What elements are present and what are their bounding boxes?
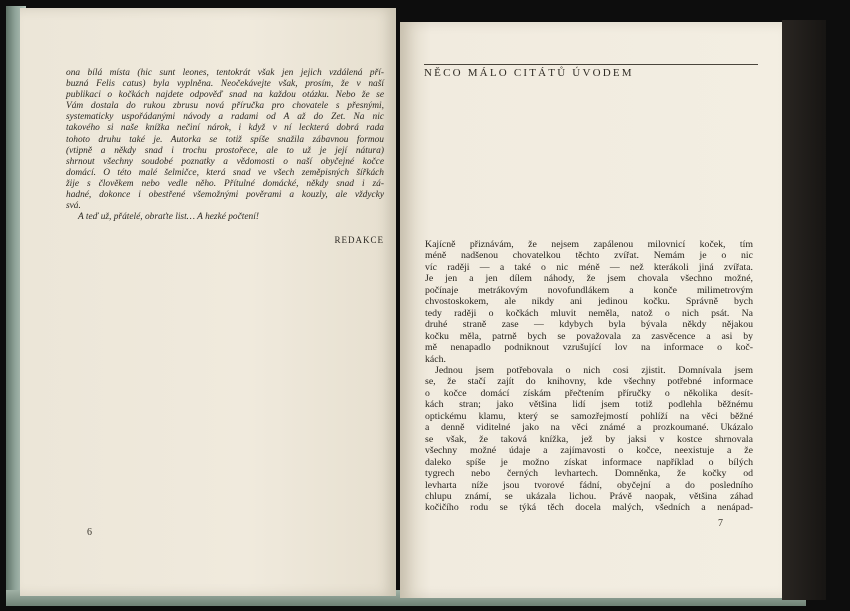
heading-rule	[424, 64, 758, 65]
text-line: víc raději — a také o nic méně — než kterákoli jiná zvířata.	[425, 261, 753, 273]
text-line: se však, že taková knížka, jež by jaksi v kostce shrnovala	[425, 433, 753, 445]
text-line: systematicky uspořádanými návody a radami od A až do Zet. Na nic	[66, 112, 384, 123]
editorial-signature: REDAKCE	[334, 235, 384, 245]
text-line: Vám dostala do rukou zbrusu nová příručka pro chovatele s přesnými,	[66, 101, 384, 112]
text-line: hadné, dokonce i obestřené všemožnými pověrami a kouzly, ale vždycky	[66, 190, 384, 201]
text-line: všechny možné údaje a zajímavosti o kočce, neexistuje a že	[425, 445, 753, 457]
text-line: Kajícně přiznávám, že nejsem zapálenou milovnicí koček, tím	[425, 239, 753, 250]
left-page	[20, 8, 396, 596]
text-line: shrnout všechny soudobé poznatky a vědomosti o naší obyčejné kočce	[66, 156, 384, 167]
text-line: a denně viditelné jako na věci známé a prozkoumané. Ukázalo	[425, 422, 753, 434]
text-line: počínaje metrákovým novofundlákem a konče milimetrovým	[425, 284, 753, 296]
left-page-text	[66, 68, 384, 223]
text-line: kách.	[425, 353, 446, 365]
text-line: levharta níže jsou tvorové fádní, obyčejní a do posledního	[425, 479, 753, 491]
page-edge-shadow	[782, 20, 826, 600]
text-line: optickému klamu, který se samozřejmostí pohlíží na věci běžné	[425, 410, 753, 422]
text-line: svá.	[66, 201, 81, 212]
right-page	[400, 22, 782, 598]
text-line: chlupu známí, se ukázala lichou. Právě naopak, většina záhad	[425, 490, 753, 502]
text-line: méně nadšenou chovatelkou těchto zvířat. Nemám je o nic	[425, 250, 753, 262]
text-line: kách stran; jako většina lidí jsem totiž podlehla běžnému	[425, 399, 753, 411]
text-line: tedy raději o kočkách mluvit neměla, natož o nich psát. Na	[425, 307, 753, 319]
text-line: domácí. O této malé šelmičce, která snad ve všech zeměpisných šířkách	[66, 167, 384, 178]
text-line: Je jen a jen dílem náhody, že jsem chovala všechno možné,	[425, 273, 753, 285]
page-number-left: 6	[87, 527, 92, 538]
text-line: publikaci o kočkách najdete odpověď snad na každou otázku. Nebo že se	[66, 90, 384, 101]
text-line: kočičího rodu se týká těch docela malých, všedních a nenápad-	[425, 502, 753, 514]
text-line: žije s člověkem nebo vedle něho. Přítulné domácké, někdy snad i zá-	[66, 178, 384, 189]
text-line: se, že stačí zajít do knihovny, kde všechny potřebné informace	[425, 376, 753, 388]
text-line: ona bílá místa (hic sunt leones, tentokrát však jen jejich vzdálená pří-	[66, 68, 384, 78]
text-line: takového si naše knížka nečiní nárok, i když v ní leckterá dobrá rada	[66, 123, 384, 134]
chapter-heading: NĚCO MÁLO CITÁTŮ ÚVODEM	[424, 67, 634, 79]
text-line: tohoto druhu také je. Autorka se totiž spíše snažila zábavnou formou	[66, 134, 384, 145]
text-line: chvostoskokem, ale nikdy ani jedinou kočku. Správně bych	[425, 296, 753, 308]
page-number-right: 7	[718, 518, 723, 529]
text-line: daleko spíše je možno získat informace například o bílých	[425, 456, 753, 468]
text-line: Jednou jsem potřebovala o nich cosi zjistit. Domnívala jsem	[435, 364, 753, 376]
text-line: o kočce domácí získám přečtením příručky o několika desít-	[425, 387, 753, 399]
text-line: mě nenapadlo podniknout vzrušující lov na informace o koč-	[425, 342, 753, 354]
text-line: druhé straně zase — kdybych byla bývala někdy nějakou	[425, 319, 753, 331]
text-line: (vtipně a někdy snad i trochu prostořece, ale to už je její nátura)	[66, 145, 384, 156]
text-line: kočku měla, patrně bych se považovala za zasvěcence a asi by	[425, 330, 753, 342]
text-line: A teď už, přátelé, obraťte list… A hezké počtení!	[78, 212, 259, 223]
text-line: buzná Felis catus) byla vyplněna. Neočekávejte však, prosím, že v naší	[66, 79, 384, 90]
text-line: tygrech nebo černých levhartech. Domněnka, že kočky od	[425, 468, 753, 480]
right-page-text	[425, 239, 753, 514]
